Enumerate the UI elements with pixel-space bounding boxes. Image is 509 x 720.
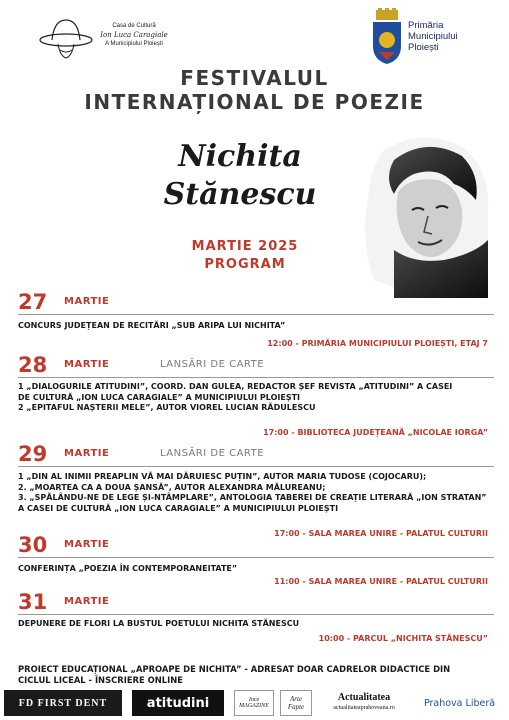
event-item: 2 „EPITAFUL NAȘTERII MELE”, AUTOR VIOREL LUCIAN RĂDULESCU bbox=[18, 403, 316, 412]
sponsor-first-dent: FD FIRST DENT bbox=[4, 690, 122, 716]
coat-of-arms-icon bbox=[370, 8, 404, 66]
day-number: 27 bbox=[18, 290, 48, 314]
divider bbox=[18, 377, 494, 378]
program-subtitle bbox=[130, 238, 360, 274]
day-category: LANSĂRI DE CARTE bbox=[160, 448, 265, 459]
event-item: 1 „DIALOGURILE ATITUDINI”, COORD. DAN GULEA, REDACTOR ȘEF REVISTA „ATITUDINI” A CASEI bbox=[18, 382, 453, 391]
sponsor-atitudini: atitudini bbox=[132, 690, 224, 716]
divider bbox=[18, 314, 494, 315]
sponsor-prahova-libera: Prahova Liberă bbox=[414, 690, 505, 716]
primaria-line1: Primăria bbox=[408, 20, 444, 31]
event-location: 11:00 - SALA MAREA UNIRE - PALATUL CULTURII bbox=[274, 577, 488, 586]
event-location: 12:00 - PRIMĂRIA MUNICIPIULUI PLOIEȘTI, ETAJ 7 bbox=[267, 339, 488, 348]
sponsor-actualitatea-name: Actualitatea bbox=[337, 692, 391, 703]
primaria-line2: Municipiului bbox=[408, 31, 458, 42]
event-item: DE CULTURĂ „ION LUCA CARAGIALE” A MUNICIPIULUI PLOIEȘTI bbox=[18, 392, 301, 402]
sponsor-bar bbox=[4, 686, 505, 720]
title-line1: FESTIVALUL bbox=[180, 66, 329, 90]
primaria-line3: Ploiești bbox=[408, 42, 439, 53]
divider bbox=[18, 557, 494, 558]
casa-line2: Ion Luca Caragiale bbox=[100, 31, 168, 39]
sponsor-arte-fapte: Arte Fapte bbox=[280, 690, 312, 716]
primaria-logo bbox=[370, 8, 500, 72]
day-month: MARTIE bbox=[64, 596, 110, 607]
project-line1: PROIECT EDUCAȚIONAL „APROAPE DE NICHITA” - ADRESAT DOAR CADRELOR DIDACTICE DIN bbox=[18, 664, 451, 674]
sponsor-actualitatea-url: actualitateaprahoveana.ro bbox=[333, 705, 395, 711]
divider bbox=[18, 466, 494, 467]
event-list bbox=[18, 472, 487, 514]
day-month: MARTIE bbox=[64, 359, 110, 370]
project-line2: CICLUL LICEAL - ÎNSCRIERE ONLINE bbox=[18, 675, 183, 685]
event-list bbox=[18, 382, 452, 414]
educational-project bbox=[18, 664, 498, 686]
casa-line1: Casa de Cultură bbox=[112, 23, 156, 29]
day-month: MARTIE bbox=[64, 448, 110, 459]
event-item: 1 „DIN AL INIMII PREAPLIN VĂ MAI DĂRUIESC PUȚIN”, AUTOR MARIA TUDOSE (COJOCARU); bbox=[18, 472, 427, 481]
event-location: 17:00 - BIBLIOTECA JUDEȚEANĂ „NICOLAE IORGA” bbox=[263, 428, 488, 437]
casa-line3: A Municipiului Ploiești bbox=[105, 41, 163, 47]
sponsor-ince-magazine: Ince MAGAZINE bbox=[234, 690, 274, 716]
event-item: CONFERINȚA „POEZIA ÎN CONTEMPORANEITATE” bbox=[18, 564, 238, 573]
casa-de-cultura-logo bbox=[36, 10, 176, 70]
day-month: MARTIE bbox=[64, 539, 110, 550]
event-item: CONCURS JUDEȚEAN DE RECITĂRI „SUB ARIPA LUI NICHITA” bbox=[18, 321, 286, 330]
event-item: DEPUNERE DE FLORI LA BUSTUL POETULUI NICHITA STĂNESCU bbox=[18, 619, 300, 628]
poet-name bbox=[150, 138, 330, 214]
day-number: 28 bbox=[18, 353, 48, 377]
day-category: LANSĂRI DE CARTE bbox=[160, 359, 265, 370]
event-item: 3. „SPĂLÂNDU-NE DE LEGE ȘI-NTÂMPLARE”, ANTOLOGIA TABEREI DE CREAȚIE LITERARĂ „ION STRATAN” bbox=[18, 493, 487, 502]
hat-icon bbox=[36, 10, 96, 66]
event-location: 10:00 - PARCUL „NICHITA STĂNESCU” bbox=[318, 634, 488, 643]
day-number: 29 bbox=[18, 442, 48, 466]
subtitle-date: MARTIE 2025 bbox=[191, 239, 299, 254]
day-number: 30 bbox=[18, 533, 48, 557]
event-item: 2. „MOARTEA CA A DOUA ȘANSĂ”, AUTOR ALEXANDRA MĂLUREANU; bbox=[18, 482, 326, 492]
festival-title bbox=[0, 66, 509, 114]
event-list bbox=[18, 321, 285, 332]
title-line2: INTERNAȚIONAL DE POEZIE bbox=[84, 90, 425, 114]
subtitle-program: PROGRAM bbox=[204, 257, 286, 272]
event-list bbox=[18, 564, 237, 575]
sponsor-actualitatea bbox=[316, 690, 412, 716]
event-list bbox=[18, 619, 299, 630]
event-location: 17:00 - SALA MAREA UNIRE - PALATUL CULTURII bbox=[274, 529, 488, 538]
poet-last-name: Stănescu bbox=[163, 177, 317, 212]
day-number: 31 bbox=[18, 590, 48, 614]
poet-first-name: Nichita bbox=[178, 139, 302, 174]
event-item: A CASEI DE CULTURĂ „ION LUCA CARAGIALE” A MUNICIPIULUI PLOIEȘTI bbox=[18, 503, 339, 513]
day-month: MARTIE bbox=[64, 296, 110, 307]
divider bbox=[18, 614, 494, 615]
poet-portrait bbox=[354, 130, 494, 298]
